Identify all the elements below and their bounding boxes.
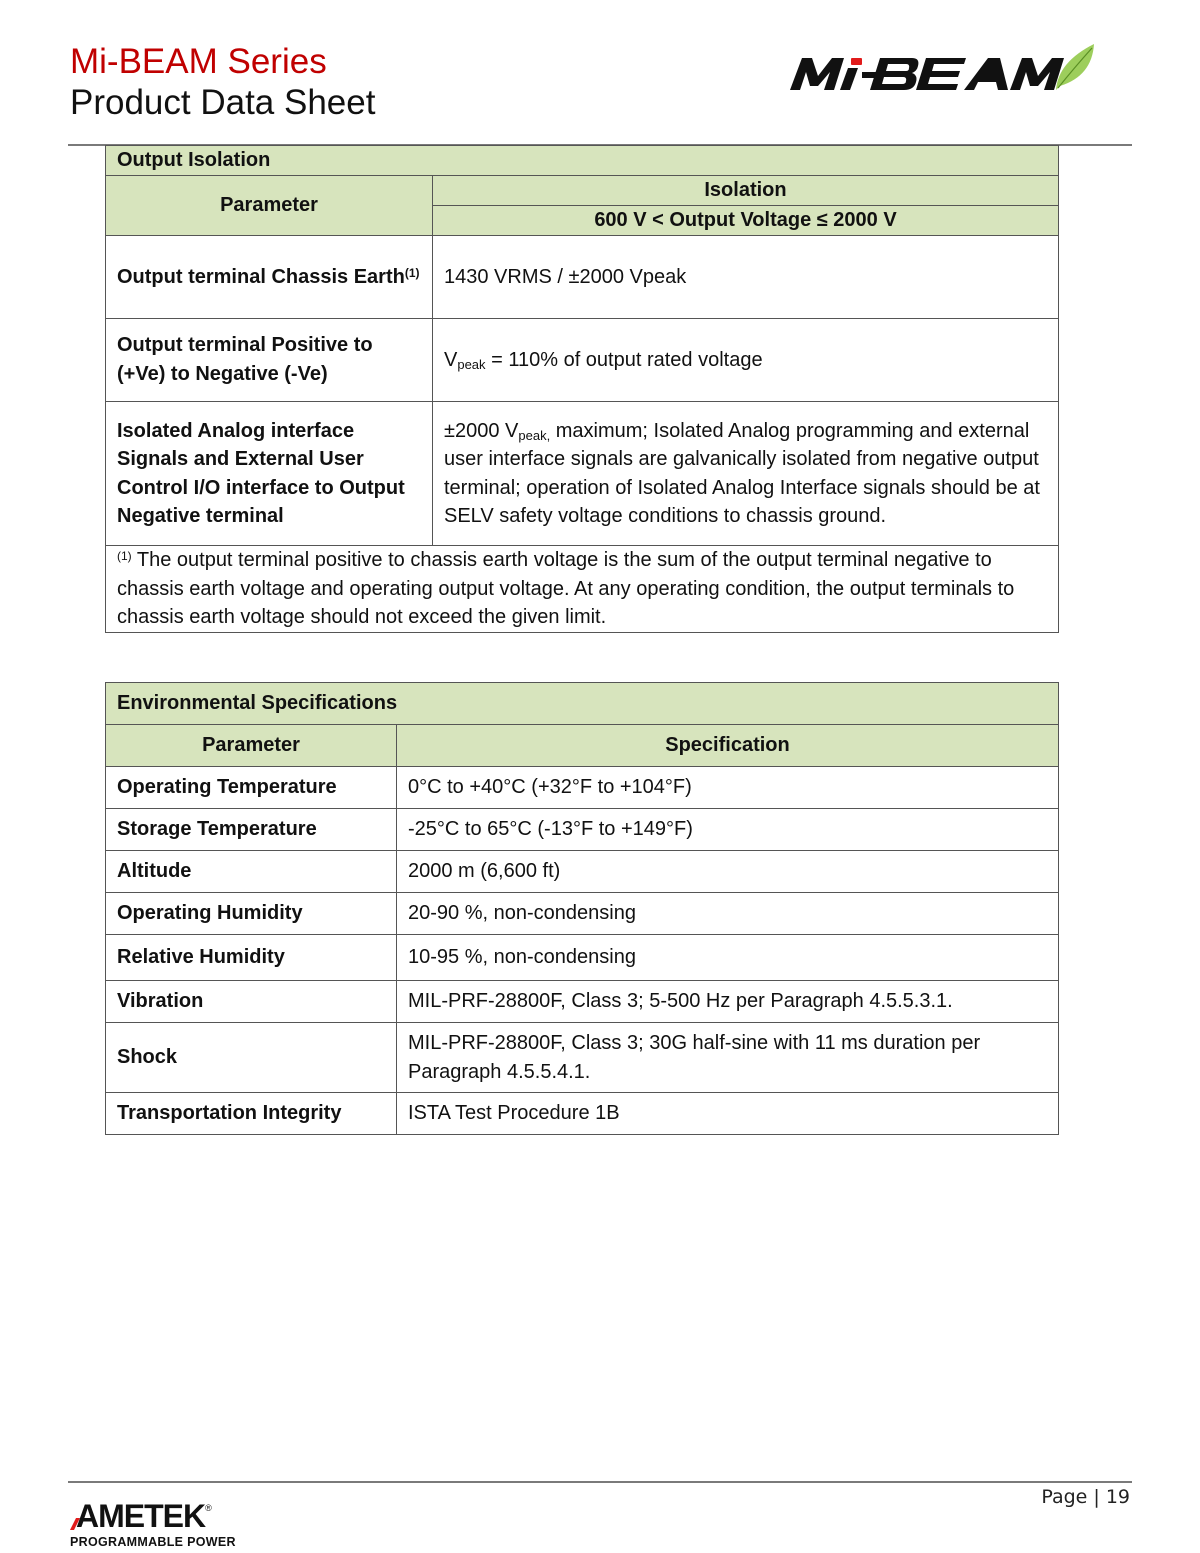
parameter-cell: Relative Humidity [106, 935, 397, 981]
table-title-row [106, 146, 1059, 176]
logo-i-dot [851, 58, 862, 65]
output-isolation-title: Output Isolation [106, 146, 1059, 176]
table-row [106, 402, 1059, 546]
footnote: $^{(1)}$ The output terminal positive to chassis earth voltage is the sum of the output terminal negative to chassis earth voltage and operating output voltage. At any operating condition, the output terminals to chassis earth voltage should not exceed the given limit. [106, 546, 1059, 633]
table-row [106, 767, 1059, 809]
document-title: Product Data Sheet [70, 83, 376, 122]
value-cell: 1430 VRMS / ±2000 Vpeak [433, 236, 1059, 319]
environmental-title: Environmental Specifications [106, 683, 1059, 725]
environmental-specifications-table [105, 682, 1059, 1135]
table-row [106, 319, 1059, 402]
ametek-division: PROGRAMMABLE POWER [70, 1535, 236, 1549]
table-header-row [106, 176, 1059, 206]
table-row [106, 981, 1059, 1023]
value-cell: MIL-PRF-28800F, Class 3; 30G half-sine with 11 ms duration per Paragraph 4.5.5.4.1. [397, 1023, 1059, 1093]
table-row [106, 935, 1059, 981]
column-header-voltage-range: 600 V < Output Voltage ≤ 2000 V [433, 206, 1059, 236]
table-title-row [106, 683, 1059, 725]
table-row [106, 1093, 1059, 1135]
value-cell: 10-95 %, non-condensing [397, 935, 1059, 981]
ametek-logo [70, 1493, 236, 1549]
table-row [106, 851, 1059, 893]
parameter-cell: Output terminal Positive to (+Ve) to Negative (-Ve) [106, 319, 433, 402]
page-number: Page | 19 [1041, 1486, 1130, 1508]
value-cell: -25°C to 65°C (-13°F to +149°F) [397, 809, 1059, 851]
ametek-wordmark: AMETEK® [70, 1493, 236, 1531]
value-cell: ±2000 $V_{peak,}$ maximum; Isolated Analog programming and external user interface signals are galvanically isolated from negative output terminal; operation of Isolated Analog Interface signals should be at SELV safety voltage conditions to chassis ground. [433, 402, 1059, 546]
footer-divider [68, 1481, 1132, 1483]
column-header-parameter: Parameter [106, 176, 433, 236]
output-isolation-table [105, 145, 1059, 633]
table-header-row [106, 725, 1059, 767]
value-cell: 2000 m (6,600 ft) [397, 851, 1059, 893]
mi-beam-logo [788, 40, 1098, 102]
footnote-row [106, 546, 1059, 633]
value-cell: MIL-PRF-28800F, Class 3; 5-500 Hz per Paragraph 4.5.5.3.1. [397, 981, 1059, 1023]
parameter-cell: Altitude [106, 851, 397, 893]
parameter-cell: Vibration [106, 981, 397, 1023]
table-row [106, 236, 1059, 319]
column-header-parameter: Parameter [106, 725, 397, 767]
column-header-isolation: Isolation [433, 176, 1059, 206]
parameter-cell: Storage Temperature [106, 809, 397, 851]
table-row [106, 809, 1059, 851]
value-cell: $V_{peak} = 110\%$ of output rated voltage [433, 319, 1059, 402]
parameter-cell: Isolated Analog interface Signals and External User Control I/O interface to Output Negative terminal [106, 402, 433, 546]
column-header-specification: Specification [397, 725, 1059, 767]
document-series-title: Mi-BEAM Series [70, 42, 327, 81]
value-cell: 0°C to +40°C (+32°F to +104°F) [397, 767, 1059, 809]
parameter-cell: Operating Humidity [106, 893, 397, 935]
table-row [106, 893, 1059, 935]
value-cell: ISTA Test Procedure 1B [397, 1093, 1059, 1135]
value-cell: 20-90 %, non-condensing [397, 893, 1059, 935]
parameter-cell: Output terminal Chassis Earth$^{(1)}$ [106, 236, 433, 319]
parameter-cell: Operating Temperature [106, 767, 397, 809]
parameter-cell: Transportation Integrity [106, 1093, 397, 1135]
parameter-cell: Shock [106, 1023, 397, 1093]
table-row [106, 1023, 1059, 1093]
